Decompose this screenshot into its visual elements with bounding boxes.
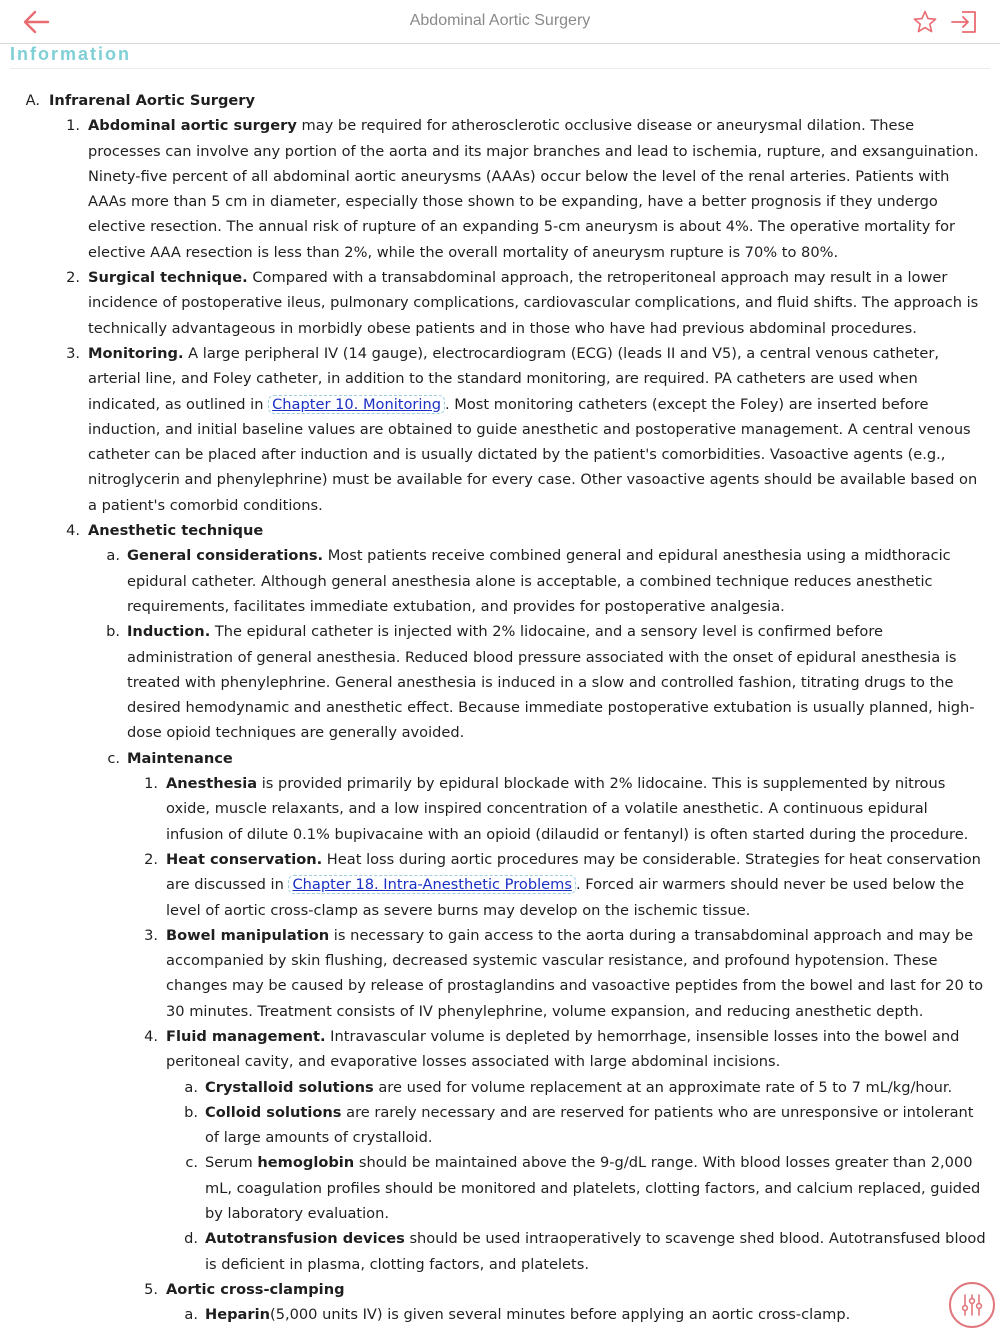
item-title: Aortic cross-clamping: [166, 1280, 345, 1298]
list-marker: a.: [184, 1306, 198, 1324]
list-item-fluid-management: [0, 1024, 1000, 1075]
article-content: [0, 88, 1000, 1328]
item-text: should be maintained above the 9-g/dL range. With blood losses greater than 2,000 mL, coagulation profiles should be monitored and platelets, clotting factors, and calcium replaced, guided by laboratory evaluation.: [205, 1154, 981, 1223]
item-text: are rarely necessary and are reserved for patients who are unresponsive or intolerant of large amounts of crystalloid.: [205, 1103, 974, 1147]
item-title: Abdominal aortic surgery: [88, 117, 297, 135]
list-item-crystalloid-solutions: [0, 1075, 1000, 1100]
page-title: Abdominal Aortic Surgery: [409, 12, 591, 29]
list-marker: 4.: [144, 1027, 158, 1045]
list-marker: 4.: [66, 522, 80, 540]
list-item-maintenance: [0, 746, 1000, 771]
list-marker: 1.: [66, 117, 80, 135]
item-text: is necessary to gain access to the aorta during a transabdominal approach and may be accompanied by skin flushing, decreased systemic vascular resistance, and profound hypotension. These changes may be caused by release of prostaglandins and vasoactive peptides from the bowel and last for 20 to 30 minutes. Treatment consists of IV phenylephrine, volume expansion, and reducing anesthetic depth.: [166, 926, 984, 1020]
list-item-autotransfusion-devices: [0, 1226, 1000, 1277]
chapter-link-intra-anesthetic-problems[interactable]: Chapter 18. Intra-Anesthetic Problems: [288, 875, 575, 894]
list-marker: 5.: [144, 1280, 158, 1298]
item-title: Monitoring.: [88, 344, 184, 362]
item-text-continued: . Most monitoring catheters (except the Foley) are inserted before induction, and initial baseline values are obtained to guide anesthetic and postoperative management. A central venous catheter can be placed after induction and is usually dictated by the patient's comorbidities. Vasoactive agents (e.g., nitroglycerin and phenylephrine) must be available for every case. Other vasoactive agents should be available based on a patient's comorbid conditions.: [88, 395, 978, 514]
list-item-abdominal-aortic-surgery: [0, 113, 1000, 265]
star-icon: [912, 9, 938, 35]
item-title: Colloid solutions: [205, 1103, 342, 1121]
exit-button[interactable]: [950, 9, 978, 35]
list-marker: 3.: [144, 926, 158, 944]
list-marker: 1.: [144, 775, 158, 793]
item-title: hemoglobin: [257, 1154, 355, 1172]
list-item-bowel-manipulation: [0, 923, 1000, 1024]
list-marker: c.: [185, 1154, 198, 1172]
settings-fab-button[interactable]: [949, 1282, 995, 1328]
item-title: Anesthesia: [166, 775, 258, 793]
list-marker: a.: [106, 547, 120, 565]
list-marker: 2.: [144, 850, 158, 868]
top-bar: [0, 0, 1000, 44]
list-item-aortic-cross-clamping: [0, 1277, 1000, 1302]
outline-heading-a: [0, 88, 1000, 113]
item-title: Crystalloid solutions: [205, 1078, 374, 1096]
sliders-icon: [960, 1293, 984, 1317]
list-item-surgical-technique: [0, 265, 1000, 341]
item-text: A large peripheral IV (14 gauge), electrocardiogram (ECG) (leads II and V5), a central venous catheter, arterial line, and Foley catheter, in addition to the standard monitoring, are required. PA catheters are used when indicated, as outlined in: [88, 344, 939, 413]
item-title: Maintenance: [127, 749, 233, 767]
list-item-hemoglobin: [0, 1150, 1000, 1226]
list-item-heat-conservation: [0, 847, 1000, 923]
item-text: (5,000 units IV) is given several minutes before applying an aortic cross-clamp.: [270, 1306, 851, 1324]
item-title: Heparin: [205, 1306, 270, 1324]
favorite-button[interactable]: [912, 9, 938, 35]
item-text: should be used intraoperatively to scavenge shed blood. Autotransfused blood is deficient in plasma, clotting factors, and platelets.: [205, 1230, 986, 1273]
item-text-lead: Serum: [205, 1154, 258, 1172]
item-title: Anesthetic technique: [88, 522, 264, 540]
item-title: Surgical technique.: [88, 269, 248, 287]
item-text: are used for volume replacement at an approximate rate of 5 to 7 mL/kg/hour.: [373, 1078, 953, 1096]
item-text: Compared with a transabdominal approach, the retroperitoneal approach may result in a lower incidence of postoperative ileus, pulmonary complications, cardiovascular complications, and fluid shifts. The approach is technically advantageous in morbidly obese patients and in those who have had previous abdominal procedures.: [88, 269, 979, 337]
list-marker: b.: [106, 623, 120, 641]
exit-icon: [950, 9, 978, 35]
item-text-continued: . Forced air warmers should never be used below the level of aortic cross-clamp as severe burns may develop on the ischemic tissue.: [166, 876, 965, 919]
item-text: is provided primarily by epidural blockade with 2% lidocaine. This is supplemented by nitrous oxide, muscle relaxants, and a low inspired concentration of a volatile anesthetic. A continuous epidural infusion of dilute 0.1% bupivacaine with an opioid (dilaudid or fentanyl) is often started during the procedure.: [166, 775, 969, 843]
item-text: The epidural catheter is injected with 2% lidocaine, and a sensory level is confirmed before administration of general anesthesia. Reduced blood pressure associated with the onset of epidural anesthesia is treated with phenylephrine. General anesthesia is induced in a slow and controlled fashion, titrating drugs to the desired hemodynamic and anesthetic effect. Because immediate postoperative extubation is usually planned, high-dose opioid techniques are generally avoided.: [127, 623, 975, 742]
list-item-monitoring: [0, 341, 1000, 518]
item-text: Intravascular volume is depleted by hemorrhage, insensible losses into the bowel and peritoneal cavity, and evaporative losses associated with large abdominal incisions.: [166, 1027, 960, 1071]
item-title: Fluid management.: [166, 1027, 326, 1045]
list-item-anesthetic-technique: [0, 518, 1000, 543]
list-marker: c.: [107, 749, 120, 767]
item-title: Induction.: [127, 623, 211, 641]
item-text: Most patients receive combined general and epidural anesthesia using a midthoracic epidural catheter. Although general anesthesia alone is acceptable, a combined technique reduces anesthetic requirements, facilitates immediate extubation, and provides for postoperative analgesia.: [127, 547, 951, 615]
item-title: Bowel manipulation: [166, 926, 330, 944]
list-marker: a.: [184, 1078, 198, 1096]
list-item-general-considerations: [0, 543, 1000, 619]
list-item-anesthesia: [0, 771, 1000, 847]
list-item-heparin: [0, 1302, 1000, 1327]
list-marker: b.: [184, 1103, 198, 1121]
list-marker: A.: [25, 92, 40, 109]
list-item-colloid-solutions: [0, 1100, 1000, 1151]
section-heading: Information: [10, 44, 131, 64]
section-divider: [10, 68, 990, 69]
list-marker: 3.: [66, 344, 80, 362]
heading-text: Infrarenal Aortic Surgery: [49, 92, 256, 109]
list-marker: 2.: [66, 269, 80, 287]
list-item-induction: [0, 619, 1000, 745]
list-marker: d.: [184, 1230, 198, 1248]
item-text: Heat loss during aortic procedures may be considerable. Strategies for heat conservation are discussed in: [166, 850, 981, 894]
item-text: may be required for atherosclerotic occlusive disease or aneurysmal dilation. These processes can involve any portion of the aorta and its major branches and lead to ischemia, rupture, and exsanguination. Ninety-five percent of all abdominal aortic aneurysms (AAAs) occur below the level of the renal arteries. Patients with AAAs more than 5 cm in diameter, especially those shown to be expanding, have a better prognosis if they undergo elective resection. The annual risk of rupture of an expanding 5-cm aneurysm is about 4%. The operative mortality for elective AAA resection is less than 2%, while the overall mortality of aneurysm rupture is 70% to 80%.: [88, 117, 979, 261]
item-title: Autotransfusion devices: [205, 1230, 405, 1248]
item-title: General considerations.: [127, 547, 324, 565]
item-title: Heat conservation.: [166, 850, 323, 868]
chapter-link-monitoring[interactable]: Chapter 10. Monitoring: [268, 395, 445, 414]
